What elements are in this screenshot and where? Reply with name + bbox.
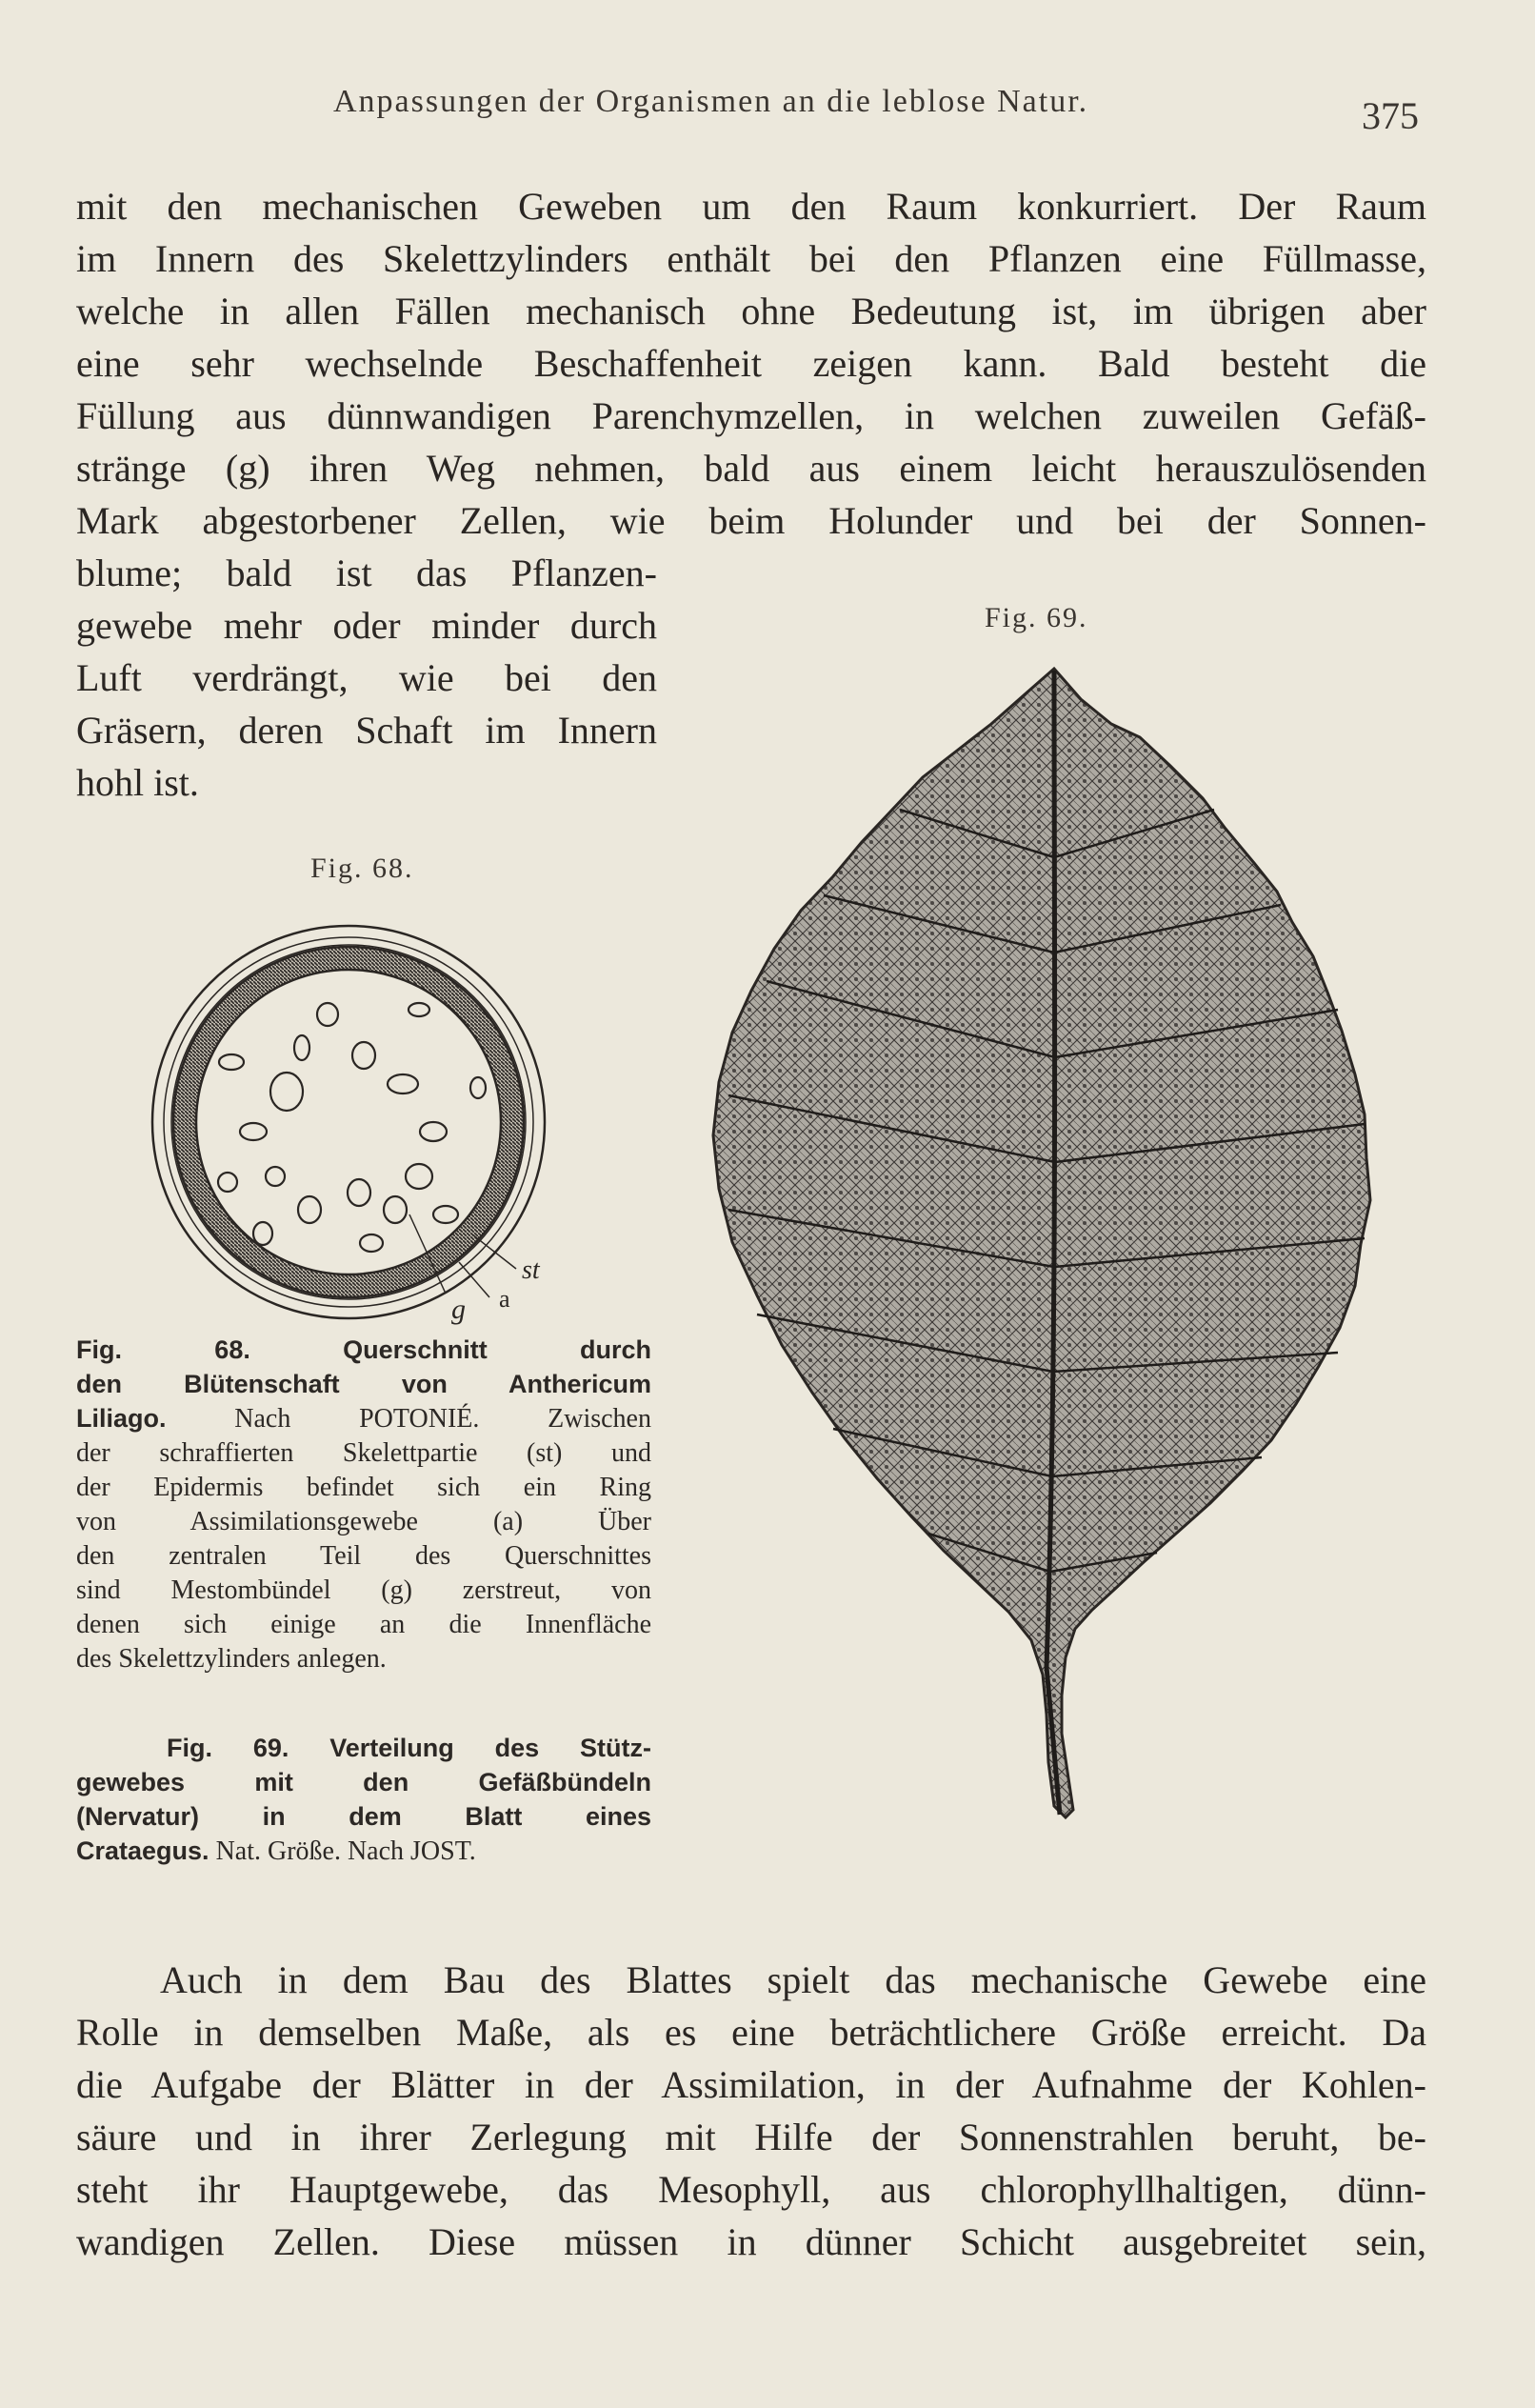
caption-line xyxy=(76,1800,651,1833)
caption-bold: Crataegus. xyxy=(76,1836,209,1865)
caption-text: der Epidermis befindet sich ein Ring xyxy=(76,1473,651,1502)
text-line: Luft verdrängt, wie bei den xyxy=(76,656,657,699)
caption-line xyxy=(76,1608,651,1640)
caption-bold: Fig. 69. Verteilung des Stütz- xyxy=(167,1734,651,1762)
text-line: steht ihr Hauptgewebe, das Mesophyll, aus chlorophyllhaltigen, dünn- xyxy=(76,2168,1426,2211)
caption-line xyxy=(76,1402,651,1435)
caption-text: Nat. Größe. Nach JOST. xyxy=(209,1836,476,1866)
caption-bold: (Nervatur) in dem Blatt eines xyxy=(76,1802,651,1831)
caption-line xyxy=(76,1436,651,1469)
fig69-leaf-drawing xyxy=(681,667,1405,1876)
text-line: blume; bald ist das Pflanzen- xyxy=(76,552,657,594)
vascular-bundles xyxy=(218,1003,486,1252)
fig69-label: Fig. 69. xyxy=(985,602,1088,633)
caption-text: der schraffierten Skelettpartie (st) und xyxy=(76,1438,651,1468)
caption-line xyxy=(76,1766,651,1798)
caption-line xyxy=(76,1642,651,1675)
page-number: 375 xyxy=(1362,94,1419,137)
text-line: säure und in ihrer Zerlegung mit Hilfe der Sonnenstrahlen beruht, be- xyxy=(76,2116,1426,2158)
caption-line xyxy=(167,1732,651,1764)
caption-bold: den Blütenschaft von Anthericum xyxy=(76,1370,651,1398)
text-line: Auch in dem Bau des Blattes spielt das mechanische Gewebe eine xyxy=(160,1958,1426,2001)
caption-text: den zentralen Teil des Querschnittes xyxy=(76,1541,651,1571)
skeleton-ring-hatched xyxy=(173,947,524,1297)
caption-line xyxy=(76,1334,651,1366)
text-line: hohl ist. xyxy=(76,761,199,804)
text-line: im Innern des Skelettzylinders enthält bei den Pflanzen eine Füllmasse, xyxy=(76,237,1426,280)
marker-st: st xyxy=(522,1255,540,1285)
caption-bold: gewebes mit den Gefäßbündeln xyxy=(76,1768,651,1796)
text-line: mit den mechanischen Geweben um den Raum konkurriert. Der Raum xyxy=(76,185,1426,228)
text-line: Rolle in demselben Maße, als es eine beträchtlichere Größe erreicht. Da xyxy=(76,2011,1426,2054)
caption-text: von Assimilationsgewebe (a) Über xyxy=(76,1507,651,1536)
text-line: gewebe mehr oder minder durch xyxy=(76,604,657,647)
text-line: stränge (g) ihren Weg nehmen, bald aus einem leicht herauszulösenden xyxy=(76,447,1426,490)
text-line: wandigen Zellen. Diese müssen in dünner Schicht ausgebreitet sein, xyxy=(76,2220,1426,2263)
text-line: welche in allen Fällen mechanisch ohne Bedeutung ist, im übrigen aber xyxy=(76,290,1426,332)
text-line: Mark abgestorbener Zellen, wie beim Holunder und bei der Sonnen- xyxy=(76,499,1426,542)
text-line: eine sehr wechselnde Beschaffenheit zeigen kann. Bald besteht die xyxy=(76,342,1426,385)
fig68-cross-section-drawing xyxy=(143,924,562,1343)
caption-line xyxy=(76,1574,651,1606)
marker-a: a xyxy=(499,1285,510,1313)
marker-g: g xyxy=(451,1294,466,1325)
caption-text: sind Mestombündel (g) zerstreut, von xyxy=(76,1575,651,1605)
caption-line xyxy=(76,1471,651,1503)
text-line: Gräsern, deren Schaft im Innern xyxy=(76,709,657,752)
text-line: Füllung aus dünnwandigen Parenchymzellen, in welchen zuweilen Gefäß- xyxy=(76,394,1426,437)
caption-bold: Fig. 68. Querschnitt durch xyxy=(76,1335,651,1364)
caption-text: des Skelettzylinders anlegen. xyxy=(76,1644,387,1674)
leaf-blade xyxy=(713,669,1370,1817)
caption-line xyxy=(76,1835,651,1867)
caption-bold: Liliago. xyxy=(76,1404,167,1433)
text-line: die Aufgabe der Blätter in der Assimilation, in der Aufnahme der Kohlen- xyxy=(76,2063,1426,2106)
caption-text: Nach POTONIÉ. Zwischen xyxy=(166,1404,651,1434)
epidermis-ring xyxy=(152,926,545,1318)
running-head: Anpassungen der Organismen an die leblose Natur. xyxy=(333,84,1089,119)
fig68-label: Fig. 68. xyxy=(310,853,414,884)
caption-line xyxy=(76,1539,651,1572)
caption-line xyxy=(76,1368,651,1400)
caption-line xyxy=(76,1505,651,1537)
caption-text: denen sich einige an die Innenfläche xyxy=(76,1610,651,1639)
